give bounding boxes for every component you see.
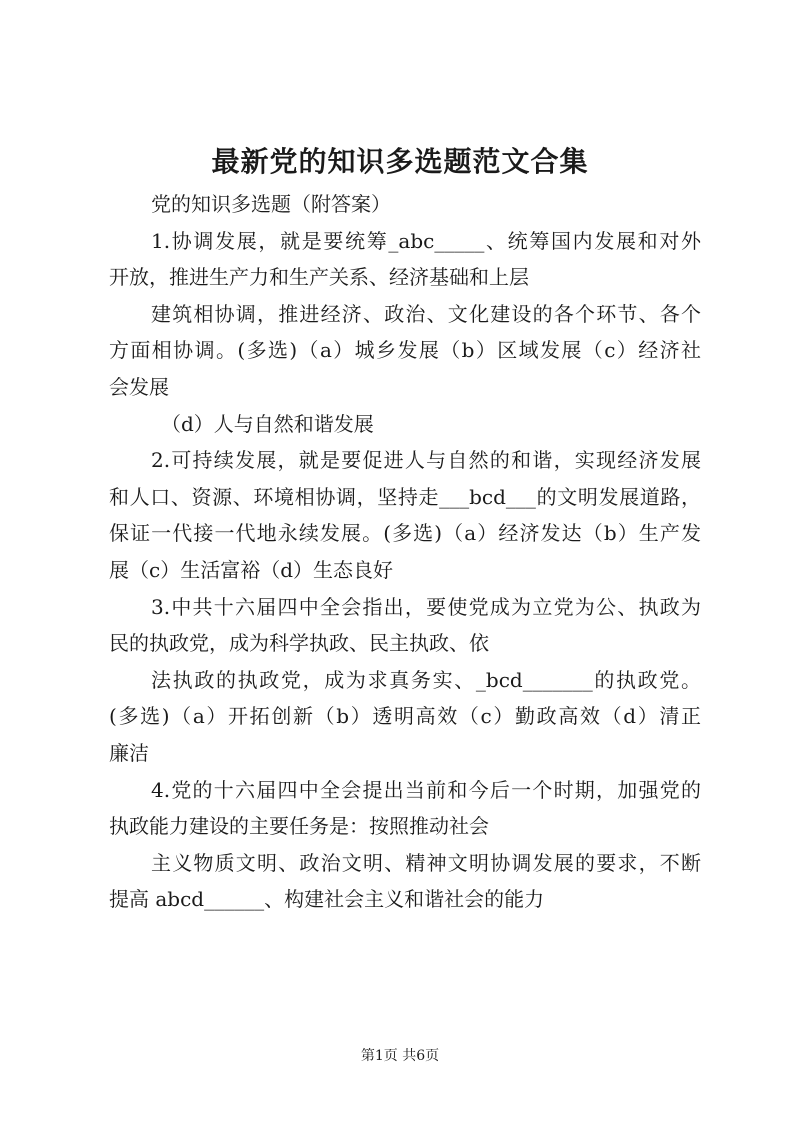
paragraph-line: 保证一代接一代地永续发展。(多选)（a）经济发达（b）生产发 [109, 521, 701, 546]
document-title: 最新党的知识多选题范文合集 [211, 145, 589, 178]
paragraph-line: 4.党的十六届四中全会提出当前和今后一个时期，加强党的 [151, 777, 701, 802]
paragraph-line: （d）人与自然和谐发展 [161, 411, 374, 436]
paragraph-line: 展（c）生活富裕（d）生态良好 [109, 557, 394, 582]
subtitle-line: 党的知识多选题（附答案） [151, 192, 391, 216]
paragraph-line: 开放，推进生产力和生产关系、经济基础和上层 [109, 265, 529, 290]
document-body [109, 186, 701, 918]
paragraph-line: 民的执政党，成为科学执政、民主执政、依 [109, 631, 489, 656]
page-footer: 第1页 共6页 [360, 1048, 440, 1064]
paragraph-line: 廉洁 [109, 740, 149, 765]
paragraph-line: 1.协调发展，就是要统筹_abc_____、统筹国内发展和对外 [151, 228, 701, 253]
paragraph-line: 方面相协调。(多选)（a）城乡发展（b）区域发展（c）经济社 [109, 338, 701, 363]
paragraph-line: 建筑相协调，推进经济、政治、文化建设的各个环节、各个 [151, 301, 701, 326]
paragraph-line: 2.可持续发展，就是要促进人与自然的和谐，实现经济发展 [151, 448, 701, 473]
paragraph-line: 和人口、资源、环境相协调，坚持走___bcd___的文明发展道路， [109, 484, 701, 509]
paragraph-line: 3.中共十六届四中全会指出，要使党成为立党为公、执政为 [151, 594, 701, 619]
paragraph-line: 主义物质文明、政治文明、精神文明协调发展的要求，不断 [151, 850, 701, 875]
paragraph-line: 执政能力建设的主要任务是：按照推动社会 [109, 814, 489, 839]
paragraph-line: 法执政的执政党，成为求真务实、_bcd_______的执政党。 [151, 667, 701, 692]
paragraph-line: (多选)（a）开拓创新（b）透明高效（c）勤政高效（d）清正 [109, 704, 701, 729]
paragraph-line: 会发展 [109, 374, 169, 399]
paragraph-line: 提高 abcd______、构建社会主义和谐社会的能力 [109, 887, 545, 912]
